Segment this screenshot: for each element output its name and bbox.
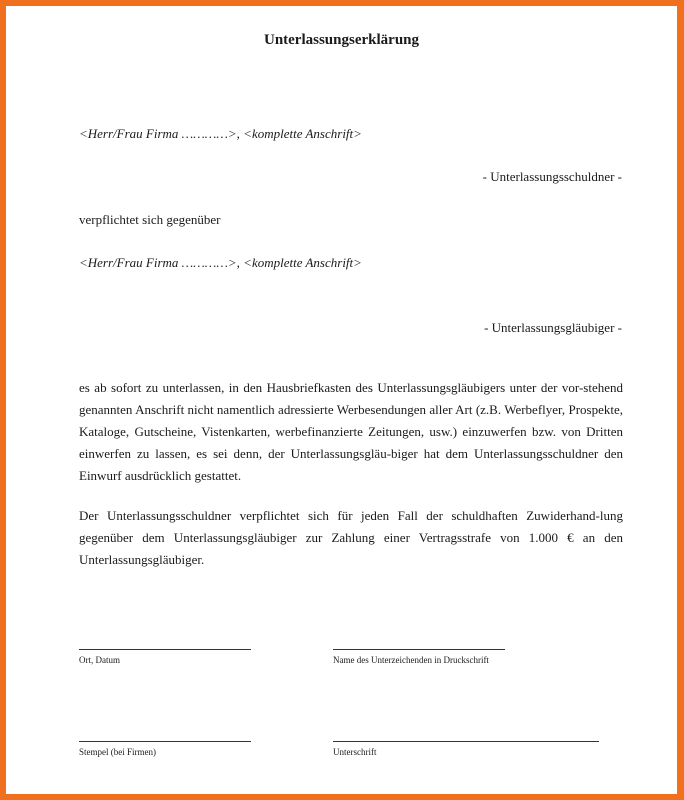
place-date-label: Ort, Datum [79, 655, 120, 665]
stamp-label: Stempel (bei Firmen) [79, 747, 156, 757]
obligation-paragraph: es ab sofort zu unterlassen, in den Hausbriefkasten des Unterlassungsgläubigers unter der vor-stehend genannten Anschrift nicht namentlich adressierte Werbesendungen aller Art (z.B. Werbeflyer, Prospekte, Kataloge, Gutscheine, Vistenkarten, werbefinanzierte Zeitungen, usw.) einzuwerfen bzw. von Dritten einwerfen zu lassen, es sei denn, der Unterlassungsgläu-biger hat dem Unterlassungsschuldner den Einwurf ausdrücklich gestattet. [79, 380, 623, 483]
printed-name-label: Name des Unterzeichenden in Druckschrift [333, 655, 489, 665]
second-party-address: <Herr/Frau Firma …………>, <komplette Anschrift> [79, 255, 362, 270]
creditor-placeholder-address: <Herr/Frau Firma …………>, <komplette Anschrift> [79, 126, 362, 141]
signature-line [333, 741, 599, 742]
printed-name-line [333, 649, 505, 650]
creditor-role-label: - Unterlassungsgläubiger - [484, 320, 622, 335]
document-title: Unterlassungserklärung [263, 32, 420, 48]
penalty-paragraph: Der Unterlassungsschuldner verpflichtet sich für jeden Fall der schuldhaften Zuwiderhand-lung gegenüber dem Unterlassungsgläubiger zur Zahlung einer Vertragsstrafe von 1.000 € an den Unterlassungsgläubiger. [79, 508, 623, 567]
obligation-intro: verpflichtet sich gegenüber [79, 212, 221, 227]
debtor-role-label: - Unterlassungsschuldner - [482, 169, 622, 184]
stamp-line [79, 741, 251, 742]
place-date-line [79, 649, 251, 650]
signature-label: Unterschrift [333, 747, 377, 757]
